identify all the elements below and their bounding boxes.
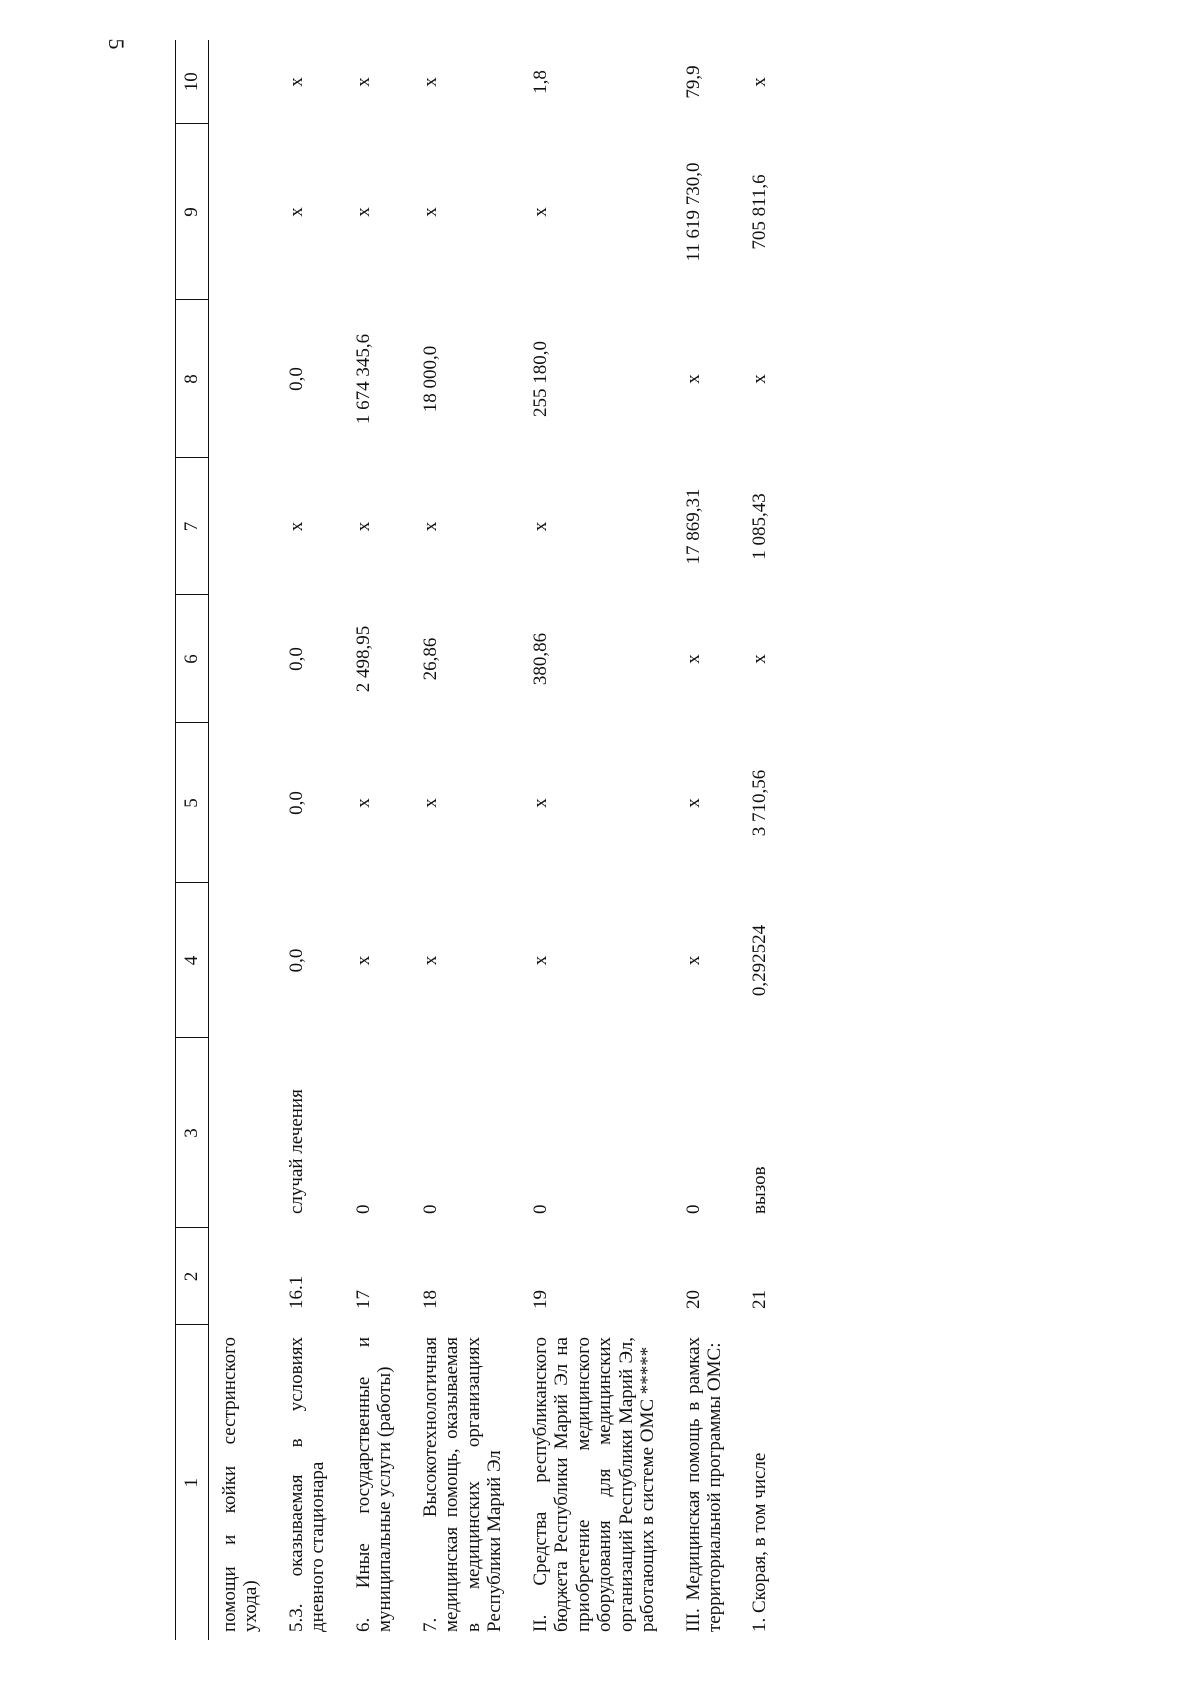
row-cell [209, 40, 276, 124]
row-name: 5.3. оказываемая в условиях дневного стационара [285, 1337, 329, 1632]
row-cell: 1 674 345,6 [352, 333, 374, 425]
row-cell: 0,292524 [749, 924, 771, 997]
row-cell: x [749, 77, 771, 87]
row-cell: x [419, 798, 441, 808]
row-cell: 255 180,0 [529, 341, 551, 417]
row-code: 20 [682, 1290, 704, 1309]
table-row [739, 40, 784, 1640]
row-cell: 17 869,31 [682, 488, 704, 565]
row-cell [209, 723, 276, 883]
row-cell: 380,86 [529, 632, 551, 686]
row-name: помощи и койки сестринского ухода) [219, 1337, 262, 1632]
row-cell: x [529, 207, 551, 217]
row-cell [209, 883, 276, 1038]
row-unit: 0 [529, 1204, 551, 1214]
row-cell: x [529, 798, 551, 808]
row-cell: x [682, 955, 704, 966]
column-header: 7 [176, 458, 209, 595]
row-cell: x [529, 955, 551, 966]
row-cell: x [352, 77, 374, 87]
row-code: 18 [419, 1290, 441, 1309]
column-header: 10 [176, 40, 209, 124]
table-row [410, 40, 520, 1640]
row-cell: 0,0 [285, 647, 307, 671]
row-cell: 0,0 [285, 791, 307, 815]
row-cell: 26,86 [419, 637, 441, 681]
row-cell: x [682, 654, 704, 664]
row-cell: x [352, 521, 374, 532]
row-name: III. Медицинская помощь в рамках территориальной программы ОМС: [682, 1337, 725, 1632]
row-cell [209, 458, 276, 595]
column-header: 1 [176, 1325, 209, 1640]
column-header: 4 [176, 883, 209, 1038]
row-cell: x [352, 955, 374, 966]
row-cell: x [285, 77, 307, 87]
row-cell: x [419, 955, 441, 966]
row-code: 16.1 [285, 1275, 307, 1309]
row-code: 17 [352, 1290, 374, 1309]
row-unit: 0 [352, 1204, 374, 1214]
row-name: 6. Иные государственные и муниципальные услуги (работы) [352, 1337, 396, 1632]
row-unit: 0 [419, 1204, 441, 1214]
column-header: 5 [176, 723, 209, 883]
rotated-table-container [175, 40, 1175, 1640]
row-cell: x [682, 374, 704, 384]
row-cell: 79,9 [682, 65, 704, 99]
row-cell: 705 811,6 [749, 174, 771, 250]
column-header: 2 [176, 1228, 209, 1325]
row-cell: x [419, 207, 441, 217]
table-row [276, 40, 343, 1640]
row-cell: x [419, 521, 441, 532]
row-cell: 18 000,0 [419, 345, 441, 413]
row-cell: 3 710,56 [749, 769, 771, 837]
page-number: 5 [104, 38, 129, 50]
row-cell: 11 619 730,0 [682, 162, 704, 262]
table-row [209, 40, 276, 1640]
row-unit [209, 1038, 276, 1228]
row-cell [209, 595, 276, 723]
row-cell: 0,0 [285, 948, 307, 973]
row-cell: x [352, 798, 374, 808]
row-cell: 1,8 [529, 70, 551, 94]
row-cell: x [419, 77, 441, 87]
row-unit: случай лечения [285, 1089, 307, 1214]
row-cell: 0,0 [285, 367, 307, 391]
column-header: 6 [176, 595, 209, 723]
row-cell: x [285, 521, 307, 532]
table-row [520, 40, 673, 1640]
row-cell: x [352, 207, 374, 217]
row-cell: x [529, 521, 551, 532]
table-row [673, 40, 740, 1640]
row-code: 19 [529, 1290, 551, 1309]
financing-table [175, 40, 785, 1640]
row-cell: x [682, 798, 704, 808]
row-unit: вызов [749, 1166, 771, 1214]
row-cell: 2 498,95 [352, 625, 374, 693]
row-name: 7. Высокотехнологичная медицинская помощь, оказываемая в медицинских организациях Республики Марий Эл [419, 1337, 506, 1632]
row-code: 21 [749, 1290, 771, 1309]
row-cell: x [749, 654, 771, 664]
row-cell: x [749, 374, 771, 384]
table-header-row [176, 40, 209, 1640]
row-name: 1. Скорая, в том числе [749, 1452, 771, 1632]
table-row [343, 40, 410, 1640]
column-header: 9 [176, 124, 209, 300]
row-cell [209, 124, 276, 300]
column-header: 8 [176, 300, 209, 458]
column-header: 3 [176, 1038, 209, 1228]
row-cell [209, 300, 276, 458]
row-cell: x [285, 207, 307, 217]
row-cell: 1 085,43 [749, 493, 771, 560]
row-name: II. Средства республиканского бюджета Республики Марий Эл на приобретение медицинского оборудования для медицинских организаций Республики Марий Эл, работающих в системе ОМС ***** [529, 1337, 659, 1632]
row-code [209, 1228, 276, 1325]
row-unit: 0 [682, 1204, 704, 1214]
